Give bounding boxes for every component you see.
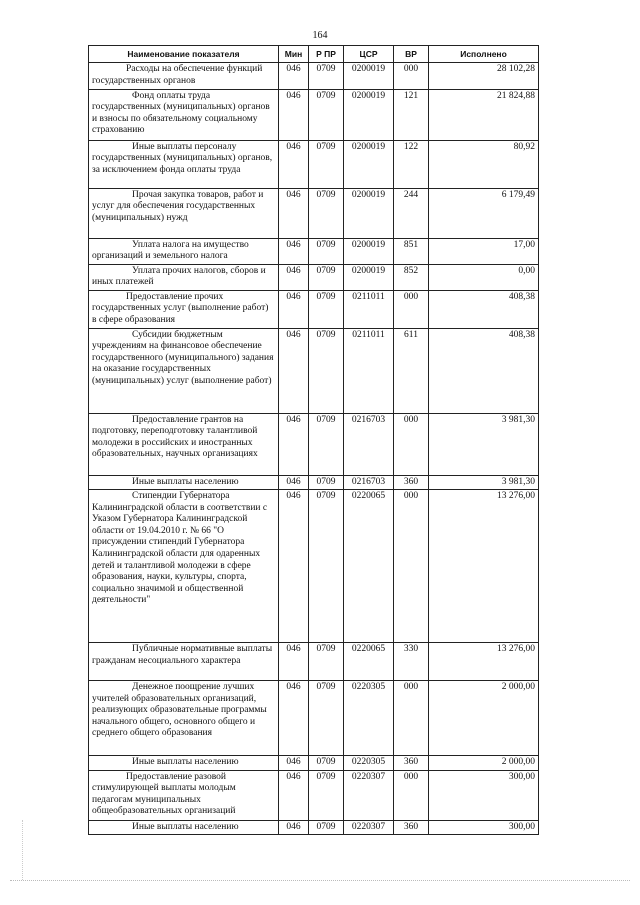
row-ministry-cell: 046 <box>279 413 309 475</box>
header-executed: Исполнено <box>429 46 539 63</box>
row-target-article-cell: 0200019 <box>344 188 394 238</box>
row-name-cell: Прочая закупка товаров, работ и услуг для обеспечения государственных (муниципальных) нужд <box>89 188 279 238</box>
row-target-article-cell: 0220305 <box>344 756 394 771</box>
row-executed-cell: 3 981,30 <box>429 413 539 475</box>
row-section-cell: 0709 <box>309 238 344 264</box>
row-executed-cell: 17,00 <box>429 238 539 264</box>
header-expense-type: ВР <box>394 46 429 63</box>
row-target-article-cell: 0200019 <box>344 140 394 188</box>
row-executed-cell: 300,00 <box>429 820 539 835</box>
row-executed-cell: 408,38 <box>429 290 539 328</box>
row-executed-cell: 2 000,00 <box>429 756 539 771</box>
row-executed-cell: 28 102,28 <box>429 63 539 89</box>
row-expense-type-cell: 611 <box>394 328 429 413</box>
table-row <box>89 63 539 89</box>
row-section-cell: 0709 <box>309 328 344 413</box>
row-section-cell: 0709 <box>309 140 344 188</box>
header-section: Р ПР <box>309 46 344 63</box>
row-name-cell: Субсидии бюджетным учреждениям на финансовое обеспечение государственного (муниципального) задания на оказание государственных (муниципальных) услуг (выполнение работ) <box>89 328 279 413</box>
row-expense-type-cell: 000 <box>394 413 429 475</box>
table-row <box>89 490 539 643</box>
header-ministry: Мин <box>279 46 309 63</box>
row-ministry-cell: 046 <box>279 63 309 89</box>
row-name-cell: Предоставление разовой стимулирующей выплаты молодым педагогам муниципальных общеобразовательных организаций <box>89 770 279 820</box>
row-target-article-cell: 0216703 <box>344 475 394 490</box>
row-section-cell: 0709 <box>309 475 344 490</box>
row-expense-type-cell: 852 <box>394 264 429 290</box>
expenditure-table <box>88 45 539 835</box>
row-expense-type-cell: 244 <box>394 188 429 238</box>
row-section-cell: 0709 <box>309 63 344 89</box>
row-executed-cell: 2 000,00 <box>429 681 539 756</box>
header-indicator-name: Наименование показателя <box>89 46 279 63</box>
row-target-article-cell: 0200019 <box>344 63 394 89</box>
row-expense-type-cell: 330 <box>394 643 429 681</box>
row-executed-cell: 408,38 <box>429 328 539 413</box>
row-name-cell: Иные выплаты населению <box>89 756 279 771</box>
table-row <box>89 238 539 264</box>
row-ministry-cell: 046 <box>279 328 309 413</box>
row-expense-type-cell: 851 <box>394 238 429 264</box>
row-executed-cell: 300,00 <box>429 770 539 820</box>
header-target-article: ЦСР <box>344 46 394 63</box>
table-row <box>89 140 539 188</box>
row-executed-cell: 80,92 <box>429 140 539 188</box>
row-name-cell: Стипендии Губернатора Калининградской области в соответствии с Указом Губернатора Калининградской области от 19.04.2010 г. № 66 "О присуждении стипендий Губернатора Калининградской области для одаренных детей и талантливой молодежи в сфере образования, науки, культуры, спорта, социально значимой и общественной деятельности" <box>89 490 279 643</box>
scan-edge-dots <box>10 880 630 881</box>
table-row <box>89 770 539 820</box>
row-executed-cell: 13 276,00 <box>429 490 539 643</box>
row-name-cell: Иные выплаты персоналу государственных (муниципальных) органов, за исключением фонда оплаты труда <box>89 140 279 188</box>
row-ministry-cell: 046 <box>279 264 309 290</box>
page-number: 164 <box>312 30 328 41</box>
table-row <box>89 328 539 413</box>
row-expense-type-cell: 000 <box>394 290 429 328</box>
row-name-cell: Уплата прочих налогов, сборов и иных платежей <box>89 264 279 290</box>
row-section-cell: 0709 <box>309 756 344 771</box>
table-row <box>89 681 539 756</box>
row-ministry-cell: 046 <box>279 681 309 756</box>
row-name-cell: Фонд оплаты труда государственных (муниципальных) органов и взносы по обязательному социальному страхованию <box>89 89 279 140</box>
row-name-cell: Расходы на обеспечение функций государственных органов <box>89 63 279 89</box>
table-row <box>89 475 539 490</box>
table-row <box>89 820 539 835</box>
row-target-article-cell: 0220065 <box>344 490 394 643</box>
row-name-cell: Публичные нормативные выплаты гражданам несоциального характера <box>89 643 279 681</box>
row-target-article-cell: 0216703 <box>344 413 394 475</box>
row-target-article-cell: 0200019 <box>344 264 394 290</box>
row-target-article-cell: 0200019 <box>344 89 394 140</box>
row-name-cell: Денежное поощрение лучших учителей образовательных организаций, реализующих образовательные программы начального общего, основного общего и среднего общего образования <box>89 681 279 756</box>
row-target-article-cell: 0211011 <box>344 290 394 328</box>
row-section-cell: 0709 <box>309 290 344 328</box>
row-expense-type-cell: 121 <box>394 89 429 140</box>
row-expense-type-cell: 000 <box>394 63 429 89</box>
row-expense-type-cell: 122 <box>394 140 429 188</box>
row-ministry-cell: 046 <box>279 89 309 140</box>
row-ministry-cell: 046 <box>279 490 309 643</box>
row-expense-type-cell: 360 <box>394 820 429 835</box>
row-section-cell: 0709 <box>309 490 344 643</box>
row-section-cell: 0709 <box>309 264 344 290</box>
row-ministry-cell: 046 <box>279 475 309 490</box>
table-row <box>89 188 539 238</box>
table-row <box>89 643 539 681</box>
row-target-article-cell: 0200019 <box>344 238 394 264</box>
table-row <box>89 756 539 771</box>
row-ministry-cell: 046 <box>279 290 309 328</box>
row-executed-cell: 3 981,30 <box>429 475 539 490</box>
row-ministry-cell: 046 <box>279 643 309 681</box>
row-section-cell: 0709 <box>309 643 344 681</box>
row-expense-type-cell: 360 <box>394 475 429 490</box>
row-target-article-cell: 0211011 <box>344 328 394 413</box>
row-ministry-cell: 046 <box>279 140 309 188</box>
row-target-article-cell: 0220305 <box>344 681 394 756</box>
table-header-row <box>89 46 539 63</box>
row-name-cell: Уплата налога на имущество организаций и земельного налога <box>89 238 279 264</box>
table-body <box>89 63 539 835</box>
row-executed-cell: 13 276,00 <box>429 643 539 681</box>
row-expense-type-cell: 000 <box>394 770 429 820</box>
table-row <box>89 290 539 328</box>
row-ministry-cell: 046 <box>279 820 309 835</box>
table-row <box>89 264 539 290</box>
row-executed-cell: 6 179,49 <box>429 188 539 238</box>
row-expense-type-cell: 360 <box>394 756 429 771</box>
row-section-cell: 0709 <box>309 413 344 475</box>
row-section-cell: 0709 <box>309 770 344 820</box>
row-name-cell: Предоставление грантов на подготовку, переподготовку талантливой молодежи в российских и иностранных образовательных, научных организациях <box>89 413 279 475</box>
row-section-cell: 0709 <box>309 681 344 756</box>
row-name-cell: Предоставление прочих государственных услуг (выполнение работ) в сфере образования <box>89 290 279 328</box>
row-executed-cell: 0,00 <box>429 264 539 290</box>
row-section-cell: 0709 <box>309 89 344 140</box>
row-executed-cell: 21 824,88 <box>429 89 539 140</box>
table-row <box>89 89 539 140</box>
row-ministry-cell: 046 <box>279 756 309 771</box>
row-section-cell: 0709 <box>309 188 344 238</box>
row-name-cell: Иные выплаты населению <box>89 820 279 835</box>
row-section-cell: 0709 <box>309 820 344 835</box>
scan-margin-dots <box>22 820 23 880</box>
row-target-article-cell: 0220065 <box>344 643 394 681</box>
row-name-cell: Иные выплаты населению <box>89 475 279 490</box>
row-target-article-cell: 0220307 <box>344 820 394 835</box>
row-ministry-cell: 046 <box>279 770 309 820</box>
row-expense-type-cell: 000 <box>394 490 429 643</box>
row-ministry-cell: 046 <box>279 188 309 238</box>
row-expense-type-cell: 000 <box>394 681 429 756</box>
row-target-article-cell: 0220307 <box>344 770 394 820</box>
row-ministry-cell: 046 <box>279 238 309 264</box>
table-row <box>89 413 539 475</box>
